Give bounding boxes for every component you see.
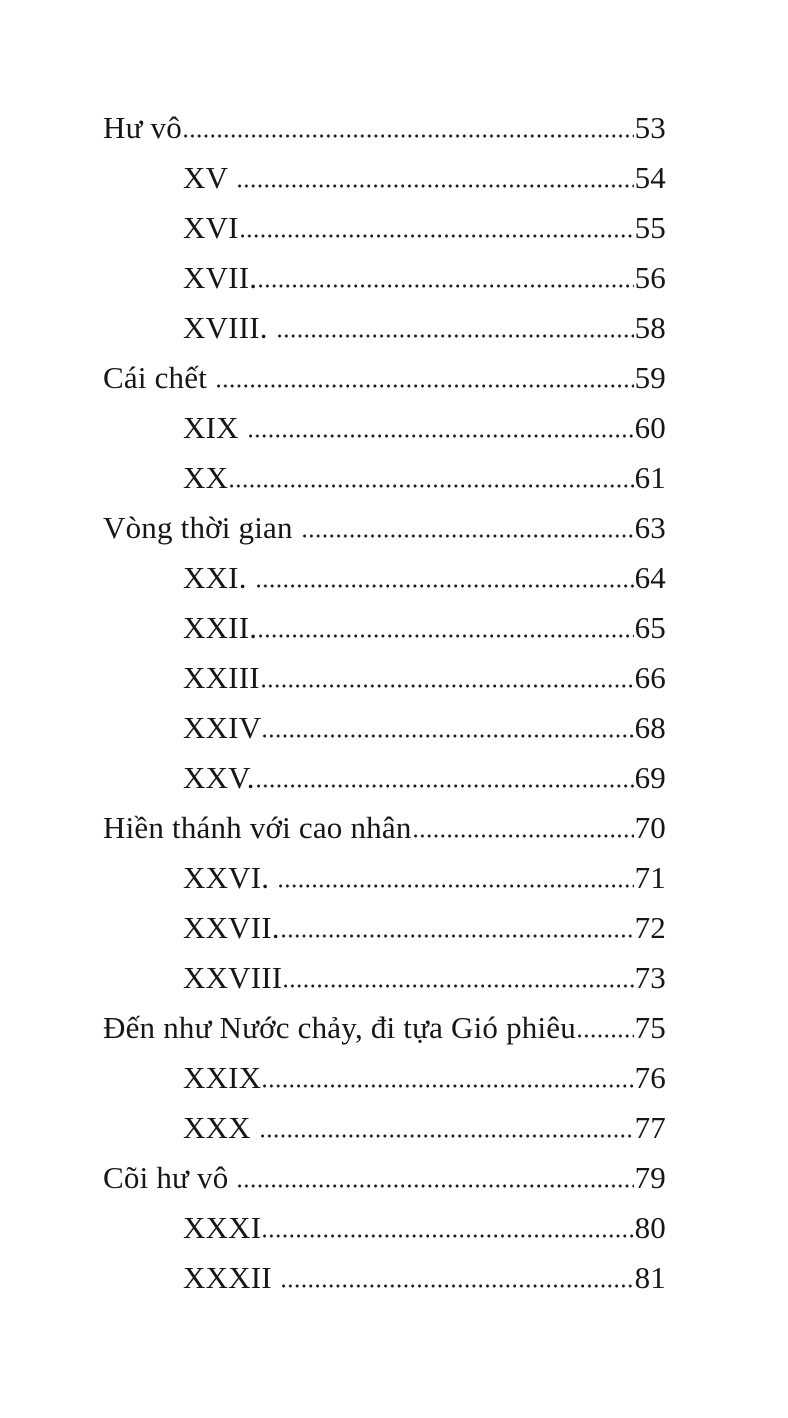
toc-entry <box>103 553 666 603</box>
toc-entry <box>103 353 666 403</box>
dot-leader <box>230 484 633 488</box>
toc-entry-page: 58 <box>634 310 666 345</box>
toc-entry-label: XXX <box>183 1110 251 1145</box>
toc-entry-label: XXV. <box>183 760 255 795</box>
toc-entry-page: 73 <box>634 960 666 995</box>
dot-leader <box>259 634 633 638</box>
toc-entry-label: XXVII. <box>183 910 280 945</box>
toc-entry-page: 65 <box>634 610 666 645</box>
toc-entry-label: XXIX <box>183 1060 262 1095</box>
table-of-contents <box>103 103 666 1303</box>
toc-entry <box>103 803 666 853</box>
toc-entry <box>103 103 666 153</box>
toc-entry-page: 60 <box>634 410 666 445</box>
dot-leader <box>238 184 633 188</box>
toc-entry-label: XXXI <box>183 1210 262 1245</box>
toc-entry-page: 81 <box>634 1260 666 1295</box>
dot-leader <box>279 884 633 888</box>
toc-entry-label: XVII. <box>183 260 258 295</box>
toc-entry-label: Đến như Nước chảy, đi tựa Gió phiêu <box>103 1010 576 1045</box>
toc-entry-label: XVI <box>183 210 239 245</box>
toc-entry-page: 56 <box>634 260 666 295</box>
toc-entry <box>103 403 666 453</box>
toc-entry-label: XXVI. <box>183 860 270 895</box>
dot-leader <box>282 934 634 938</box>
toc-entry <box>103 203 666 253</box>
toc-entry-page: 61 <box>634 460 666 495</box>
dot-leader <box>238 1184 633 1188</box>
toc-entry-label: XXVIII <box>183 960 283 995</box>
toc-entry-page: 79 <box>634 1160 666 1195</box>
toc-entry-label: XV <box>183 160 229 195</box>
toc-entry <box>103 853 666 903</box>
toc-entry <box>103 1103 666 1153</box>
toc-entry-label: XVIII. <box>183 310 268 345</box>
toc-entry-page: 66 <box>634 660 666 695</box>
toc-entry-page: 69 <box>634 760 666 795</box>
toc-entry-label: XXII. <box>183 610 258 645</box>
toc-entry-label: Cõi hư vô <box>103 1160 229 1195</box>
dot-leader <box>261 1134 634 1138</box>
toc-entry-label: XX <box>183 460 229 495</box>
toc-entry-page: 72 <box>634 910 666 945</box>
toc-entry-page: 55 <box>634 210 666 245</box>
toc-entry <box>103 253 666 303</box>
toc-entry <box>103 753 666 803</box>
dot-leader <box>257 584 634 588</box>
toc-entry <box>103 1003 666 1053</box>
toc-entry <box>103 453 666 503</box>
toc-entry <box>103 1253 666 1303</box>
toc-entry <box>103 903 666 953</box>
toc-entry-page: 59 <box>634 360 666 395</box>
toc-entry-page: 68 <box>634 710 666 745</box>
dot-leader <box>278 334 634 338</box>
toc-entry-label: Hiền thánh với cao nhân <box>103 810 412 845</box>
toc-entry <box>103 1053 666 1103</box>
toc-entry-page: 70 <box>634 810 666 845</box>
toc-entry-label: XXXII <box>183 1260 272 1295</box>
toc-entry-page: 75 <box>634 1010 666 1045</box>
toc-entry-page: 54 <box>634 160 666 195</box>
dot-leader <box>263 1084 633 1088</box>
dot-leader <box>257 784 634 788</box>
toc-entry-page: 63 <box>634 510 666 545</box>
toc-entry-label: XXI. <box>183 560 247 595</box>
toc-entry <box>103 703 666 753</box>
dot-leader <box>282 1284 634 1288</box>
dot-leader <box>259 284 633 288</box>
toc-entry <box>103 1203 666 1253</box>
dot-leader <box>303 534 634 538</box>
dot-leader <box>184 134 634 138</box>
dot-leader <box>263 734 633 738</box>
toc-entry <box>103 1153 666 1203</box>
toc-entry <box>103 603 666 653</box>
toc-entry-label: XXIV <box>183 710 262 745</box>
toc-entry-label: XIX <box>183 410 239 445</box>
dot-leader <box>263 1234 633 1238</box>
toc-entry-page: 71 <box>634 860 666 895</box>
toc-entry <box>103 303 666 353</box>
dot-leader <box>217 384 634 388</box>
toc-entry-page: 77 <box>634 1110 666 1145</box>
dot-leader <box>284 984 633 988</box>
toc-entry-page: 53 <box>634 110 666 145</box>
dot-leader <box>241 234 634 238</box>
dot-leader <box>578 1034 634 1038</box>
toc-entry-label: Cái chết <box>103 360 208 395</box>
dot-leader <box>262 684 634 688</box>
toc-entry-label: Hư vô <box>103 110 182 145</box>
toc-entry <box>103 153 666 203</box>
toc-entry-label: Vòng thời gian <box>103 510 293 545</box>
toc-entry <box>103 653 666 703</box>
toc-entry-page: 80 <box>634 1210 666 1245</box>
toc-entry <box>103 953 666 1003</box>
dot-leader <box>414 834 634 838</box>
toc-entry <box>103 503 666 553</box>
dot-leader <box>249 434 634 438</box>
toc-entry-label: XXIII <box>183 660 260 695</box>
toc-entry-page: 64 <box>634 560 666 595</box>
toc-entry-page: 76 <box>634 1060 666 1095</box>
